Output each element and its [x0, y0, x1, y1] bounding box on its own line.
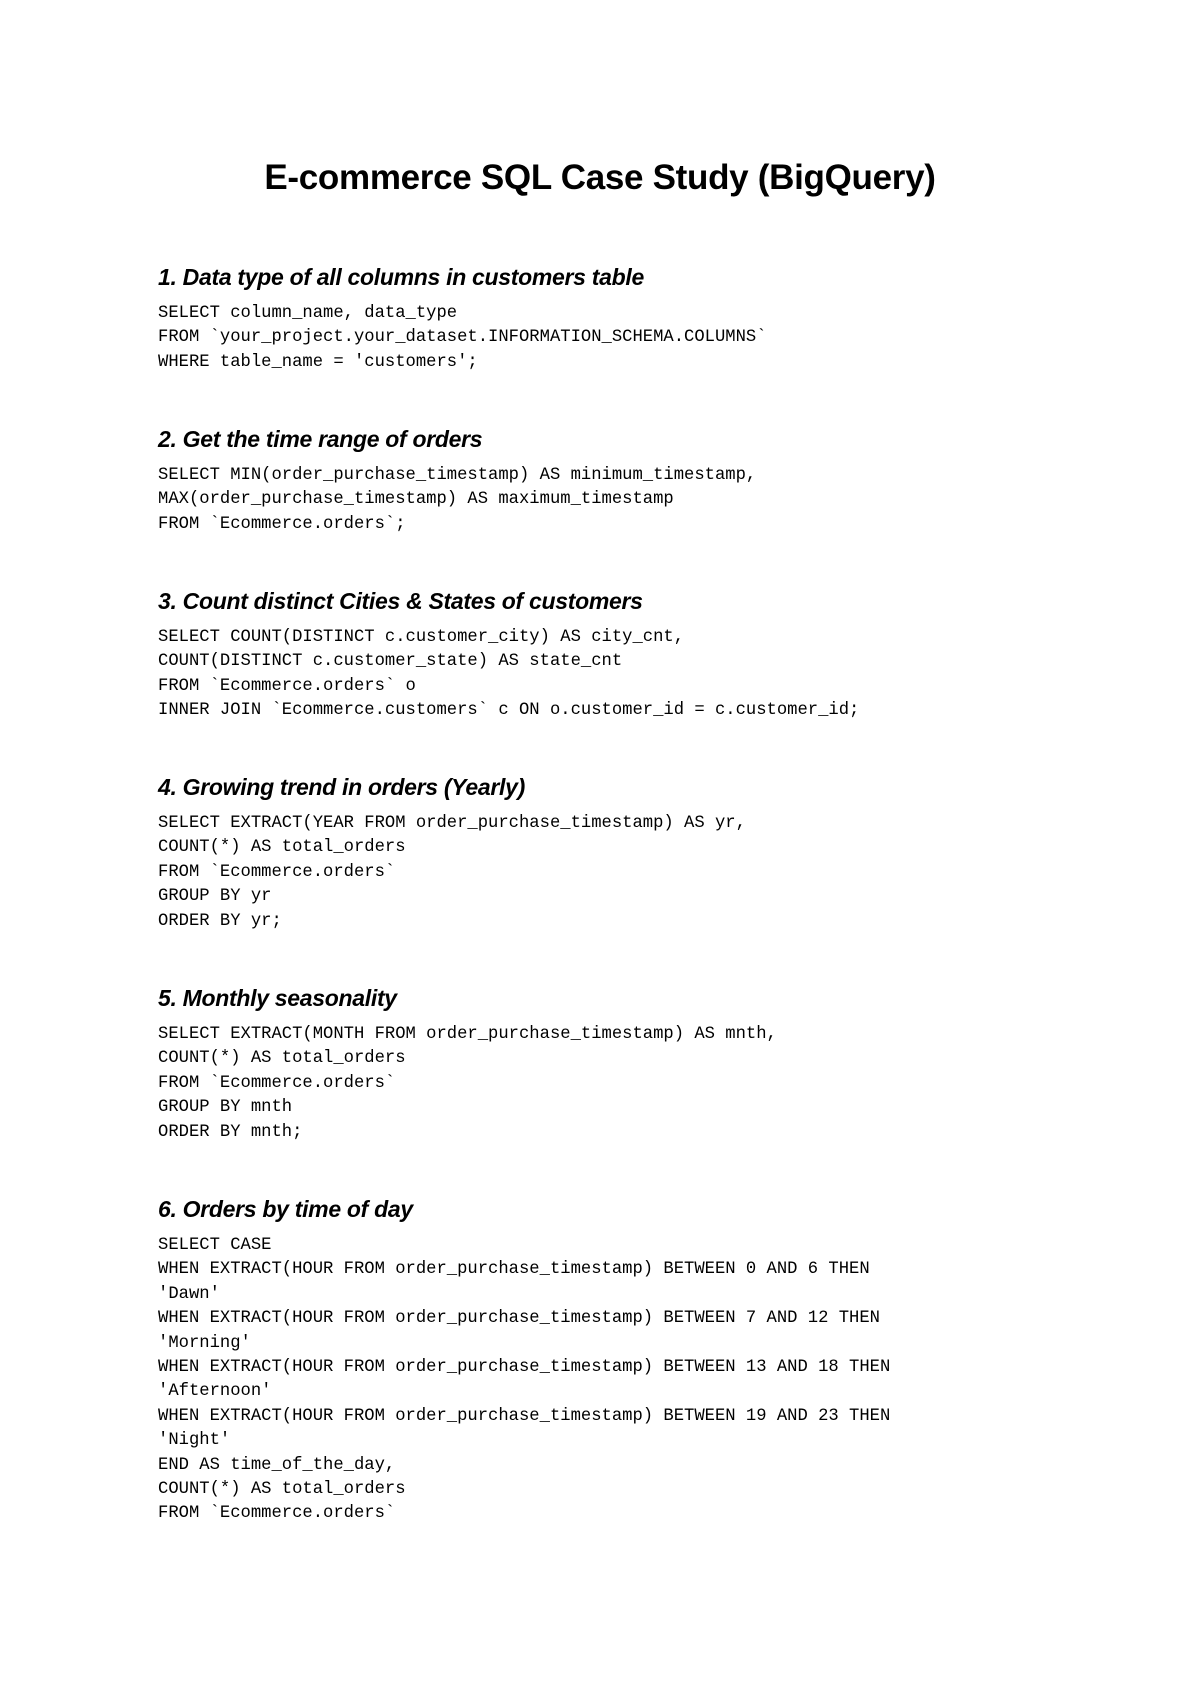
sql-code-block: SELECT EXTRACT(YEAR FROM order_purchase_timestamp) AS yr, COUNT(*) AS total_orders FROM `Ecommerce.orders` GROUP BY yr ORDER BY yr; — [158, 814, 746, 931]
sql-code-block: SELECT MIN(order_purchase_timestamp) AS minimum_timestamp, MAX(order_purchase_timestamp) AS maximum_timestamp FROM `Ecommerce.orders`; — [158, 466, 757, 534]
section-heading: 2. Get the time range of orders — [158, 426, 483, 452]
section-heading: 1. Data type of all columns in customers table — [158, 264, 644, 290]
sql-code-block: SELECT CASE WHEN EXTRACT(HOUR FROM order_purchase_timestamp) BETWEEN 0 AND 6 THEN 'Dawn' WHEN EXTRACT(HOUR FROM order_purchase_timestamp) BETWEEN 7 AND 12 THEN 'Morning' WHEN EXTRACT(HOUR FROM order_purchase_timestamp) BETWEEN 13 AND 18 THEN 'Afternoon' WHEN EXTRACT(HOUR FROM order_purchase_timestamp) BETWEEN 19 AND 23 THEN 'Night' END AS time_of_the_day, COUNT(*) AS total_orders FROM `Ecommerce.orders` — [158, 1236, 891, 1524]
document-title: E-commerce SQL Case Study (BigQuery) — [264, 158, 936, 197]
sql-code-block: SELECT EXTRACT(MONTH FROM order_purchase_timestamp) AS mnth, COUNT(*) AS total_orders FROM `Ecommerce.orders` GROUP BY mnth ORDER BY mnth; — [158, 1025, 777, 1142]
section-heading: 6. Orders by time of day — [158, 1196, 413, 1222]
section-orders-time-of-day — [158, 1194, 1088, 1527]
section-order-time-range — [158, 424, 1088, 537]
section-heading: 3. Count distinct Cities & States of customers — [158, 588, 643, 614]
section-heading: 4. Growing trend in orders (Yearly) — [158, 774, 525, 800]
section-heading: 5. Monthly seasonality — [158, 985, 397, 1011]
sql-code-block: SELECT column_name, data_type FROM `your_project.your_dataset.INFORMATION_SCHEMA.COLUMNS` WHERE table_name = 'customers'; — [158, 304, 767, 372]
section-yearly-trend — [158, 772, 1088, 934]
section-distinct-cities-states — [158, 586, 1088, 724]
section-column-data-types — [158, 262, 1088, 375]
sql-code-block: SELECT COUNT(DISTINCT c.customer_city) AS city_cnt, COUNT(DISTINCT c.customer_state) AS state_cnt FROM `Ecommerce.orders` o INNER JOIN `Ecommerce.customers` c ON o.customer_id = c.customer_id; — [158, 628, 860, 721]
section-monthly-seasonality — [158, 983, 1088, 1145]
